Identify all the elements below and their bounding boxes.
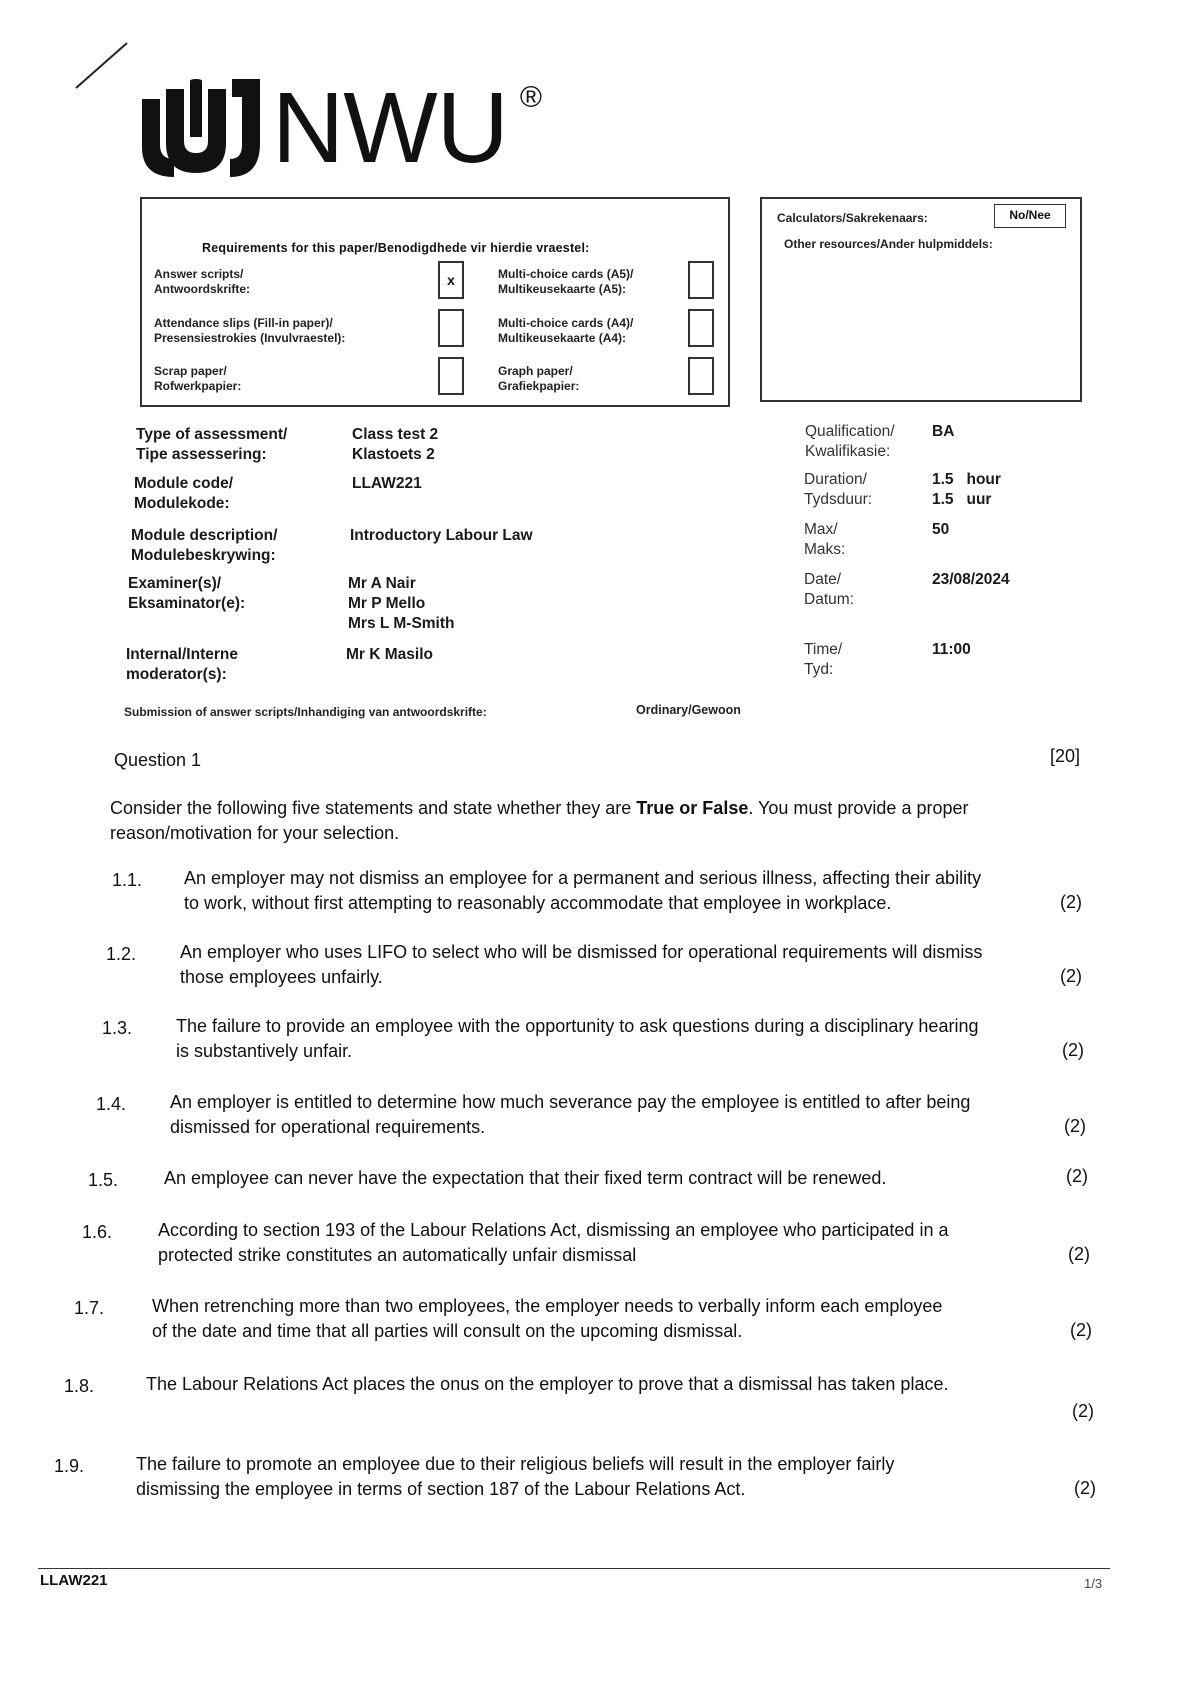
item-statement: An employee can never have the expectation that their fixed term contract will be renewed. bbox=[164, 1168, 887, 1188]
nwu-logo bbox=[140, 72, 542, 184]
question-total-marks: [20] bbox=[1050, 746, 1081, 766]
qualification-label: Qualification/ Kwalifikasie: bbox=[805, 423, 895, 460]
item-number: 1.9. bbox=[54, 1456, 85, 1476]
moderator-label: Internal/Interne moderator(s): bbox=[126, 646, 238, 683]
req-scrap-paper-label: Scrap paper/ Rofwerkpapier: bbox=[154, 364, 242, 393]
item-statement: The failure to provide an employee with the opportunity to ask questions during a disciplinary hearing is substantively unfair. bbox=[176, 1016, 979, 1061]
footer-divider bbox=[38, 1568, 1110, 1569]
req-mcq-a5-checkbox[interactable] bbox=[688, 261, 714, 299]
calculators-label: Calculators/Sakrekenaars: bbox=[777, 211, 928, 225]
module-code-label: Module code/ Modulekode: bbox=[134, 475, 234, 512]
item-statement: The failure to promote an employee due to their religious beliefs will result in the employer fairly dismissing the employee in terms of section 187 of the Labour Relations Act. bbox=[136, 1454, 895, 1499]
item-number: 1.5. bbox=[88, 1170, 119, 1190]
req-attendance-checkbox[interactable] bbox=[438, 309, 464, 347]
item-number: 1.2. bbox=[106, 944, 137, 964]
item-mark: (2) bbox=[1064, 1116, 1086, 1136]
item-number: 1.7. bbox=[74, 1298, 105, 1318]
question-intro: Consider the following five statements and state whether they are True or False. You must provide a proper reason/motivation for your selection. bbox=[110, 798, 969, 843]
item-number: 1.3. bbox=[102, 1018, 133, 1038]
question-title: Question 1 bbox=[114, 750, 202, 770]
assessment-type-label: Type of assessment/ Tipe assessering: bbox=[136, 426, 288, 463]
nwu-emblem-icon bbox=[140, 79, 262, 177]
moderator-value: Mr K Masilo bbox=[346, 646, 433, 663]
footer-module-code: LLAW221 bbox=[40, 1572, 108, 1589]
req-graph-paper-label: Graph paper/ Grafiekpapier: bbox=[498, 364, 580, 393]
item-mark: (2) bbox=[1060, 966, 1082, 986]
pen-stroke-mark bbox=[72, 40, 132, 92]
examiners-list: Mr A Nair Mr P Mello Mrs L M-Smith bbox=[348, 575, 455, 632]
qualification-value: BA bbox=[932, 423, 955, 440]
footer-page-number: 1/3 bbox=[1084, 1576, 1103, 1591]
req-mcq-a5-label: Multi-choice cards (A5)/ Multikeusekaarte (A5): bbox=[498, 267, 634, 296]
item-statement: The Labour Relations Act places the onus on the employer to prove that a dismissal has taken place. bbox=[146, 1374, 949, 1394]
req-answer-scripts-label: Answer scripts/ Antwoordskrifte: bbox=[154, 267, 250, 296]
examiners-label: Examiner(s)/ Eksaminator(e): bbox=[128, 575, 246, 612]
duration-label: Duration/ Tydsduur: bbox=[804, 471, 873, 508]
item-mark: (2) bbox=[1060, 892, 1082, 912]
item-statement: According to section 193 of the Labour Relations Act, dismissing an employee who participated in a protected strike constitutes an automatically unfair dismissal bbox=[158, 1220, 949, 1265]
item-statement: An employer may not dismiss an employee for a permanent and serious illness, affecting their ability to work, without first attempting to reasonably accommodate that employee in workplace. bbox=[184, 868, 982, 913]
item-number: 1.1. bbox=[112, 870, 143, 890]
req-scrap-paper-checkbox[interactable] bbox=[438, 357, 464, 395]
module-description-value: Introductory Labour Law bbox=[350, 527, 533, 544]
item-number: 1.6. bbox=[82, 1222, 113, 1242]
requirements-box bbox=[140, 197, 730, 407]
req-attendance-label: Attendance slips (Fill-in paper)/ Presensiestrokies (Invulvraestel): bbox=[154, 316, 346, 345]
item-number: 1.8. bbox=[64, 1376, 95, 1396]
resources-box bbox=[760, 197, 1082, 402]
item-mark: (2) bbox=[1068, 1244, 1090, 1264]
item-mark: (2) bbox=[1072, 1401, 1094, 1421]
duration-value: 1.5 hour 1.5 uur bbox=[932, 471, 1001, 508]
item-statement: An employer who uses LIFO to select who will be dismissed for operational requirements will dismiss those employees unfairly. bbox=[180, 942, 983, 987]
requirements-title: Requirements for this paper/Benodigdhede vir hierdie vraestel: bbox=[202, 241, 590, 255]
submission-label: Submission of answer scripts/Inhandiging van antwoordskrifte: bbox=[124, 705, 487, 719]
req-answer-scripts-checkbox[interactable]: x bbox=[438, 261, 464, 299]
item-mark: (2) bbox=[1070, 1320, 1092, 1340]
logo-wordmark: NWU bbox=[272, 72, 508, 184]
date-label: Date/ Datum: bbox=[804, 571, 854, 608]
calculators-value: No/Nee bbox=[994, 204, 1066, 228]
item-mark: (2) bbox=[1066, 1166, 1088, 1186]
req-mcq-a4-label: Multi-choice cards (A4)/ Multikeusekaarte (A4): bbox=[498, 316, 634, 345]
module-code-value: LLAW221 bbox=[352, 475, 422, 492]
req-mcq-a4-checkbox[interactable] bbox=[688, 309, 714, 347]
item-number: 1.4. bbox=[96, 1094, 127, 1114]
max-label: Max/ Maks: bbox=[804, 521, 846, 558]
module-description-label: Module description/ Modulebeskrywing: bbox=[131, 527, 278, 564]
req-graph-paper-checkbox[interactable] bbox=[688, 357, 714, 395]
time-value: 11:00 bbox=[932, 641, 971, 658]
item-statement: When retrenching more than two employees, the employer needs to verbally inform each employee of the date and time that all parties will consult on the upcoming dismissal. bbox=[152, 1296, 943, 1341]
item-mark: (2) bbox=[1062, 1040, 1084, 1060]
max-value: 50 bbox=[932, 521, 950, 538]
item-statement: An employer is entitled to determine how much severance pay the employee is entitled to after being dismissed for operational requirements. bbox=[170, 1092, 971, 1137]
time-label: Time/ Tyd: bbox=[804, 641, 843, 678]
other-resources-label: Other resources/Ander hulpmiddels: bbox=[784, 237, 993, 251]
registered-mark: ® bbox=[519, 81, 542, 114]
submission-value: Ordinary/Gewoon bbox=[636, 703, 741, 717]
assessment-type-value: Class test 2 Klastoets 2 bbox=[352, 426, 439, 463]
item-mark: (2) bbox=[1074, 1478, 1096, 1498]
date-value: 23/08/2024 bbox=[932, 571, 1010, 588]
